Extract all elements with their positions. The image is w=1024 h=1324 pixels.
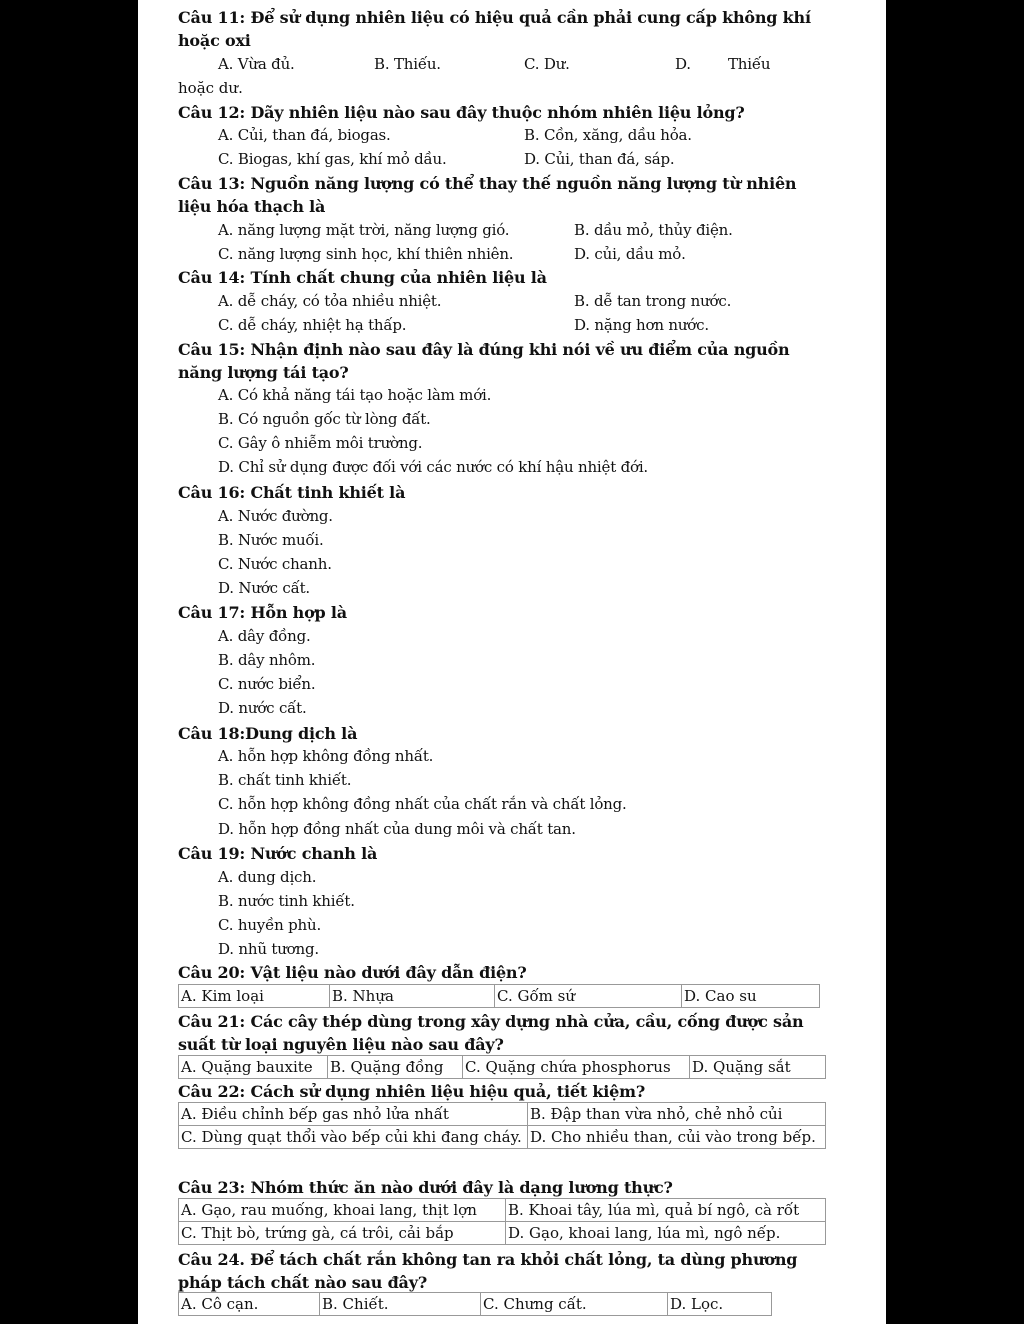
- q20-option-a: A. Kim loại: [179, 985, 330, 1008]
- q11-option-a: A. Vừa đủ.: [218, 55, 295, 73]
- q18-option-a: A. hỗn hợp không đồng nhất.: [218, 747, 434, 765]
- q15-option-b: B. Có nguồn gốc từ lòng đất.: [218, 410, 431, 428]
- q20-option-d: D. Cao su: [682, 985, 820, 1008]
- q23-answer-table: [178, 1198, 826, 1245]
- question-22: Câu 22: Cách sử dụng nhiên liệu hiệu quả, tiết kiệm?: [178, 1082, 646, 1101]
- question-12: Câu 12: Dãy nhiên liệu nào sau đây thuộc nhóm nhiên liệu lỏng?: [178, 103, 745, 122]
- q21-option-b: B. Quặng đồng: [328, 1056, 463, 1079]
- question-19: Câu 19: Nước chanh là: [178, 844, 378, 863]
- q18-option-b: B. chất tinh khiết.: [218, 771, 352, 789]
- document-page: [138, 0, 886, 1324]
- q15-option-c: C. Gây ô nhiễm môi trường.: [218, 434, 423, 452]
- q15-option-a: A. Có khả năng tái tạo hoặc làm mới.: [218, 386, 492, 404]
- q14-option-a: A. dễ cháy, có tỏa nhiều nhiệt.: [218, 292, 442, 310]
- q17-option-c: C. nước biển.: [218, 675, 316, 693]
- q21-option-c: C. Quặng chứa phosphorus: [463, 1056, 690, 1079]
- question-21: Câu 21: Các cây thép dùng trong xây dựng nhà cửa, cầu, cống được sản suất từ loại nguyên liệu nào sau đây?: [178, 1012, 804, 1054]
- q17-option-d: D. nước cất.: [218, 699, 307, 717]
- q22-option-d: D. Cho nhiều than, củi vào trong bếp.: [528, 1126, 826, 1149]
- q13-option-c: C. năng lượng sinh học, khí thiên nhiên.: [218, 245, 514, 263]
- q16-option-b: B. Nước muối.: [218, 531, 324, 549]
- q17-option-a: A. dây đồng.: [218, 627, 311, 645]
- q22-option-c: C. Dùng quạt thổi vào bếp củi khi đang cháy.: [179, 1126, 528, 1149]
- question-24: Câu 24. Để tách chất rắn không tan ra khỏi chất lỏng, ta dùng phương pháp tách chất nào sau đây?: [178, 1250, 798, 1292]
- q11-option-d-text: Thiếu: [728, 55, 771, 73]
- q12-option-d: D. Củi, than đá, sáp.: [524, 150, 675, 168]
- question-16: Câu 16: Chất tinh khiết là: [178, 483, 406, 502]
- q24-option-c: C. Chưng cất.: [481, 1293, 668, 1316]
- q12-option-c: C. Biogas, khí gas, khí mỏ dầu.: [218, 150, 447, 168]
- q18-option-d: D. hỗn hợp đồng nhất của dung môi và chất tan.: [218, 820, 576, 838]
- q14-option-b: B. dễ tan trong nước.: [574, 292, 732, 310]
- q14-option-d: D. nặng hơn nước.: [574, 316, 709, 334]
- q24-answer-table: [178, 1292, 772, 1316]
- q23-option-b: B. Khoai tây, lúa mì, quả bí ngô, cà rốt: [506, 1199, 826, 1222]
- q13-option-b: B. dầu mỏ, thủy điện.: [574, 221, 733, 239]
- q19-option-b: B. nước tinh khiết.: [218, 892, 355, 910]
- q22-option-a: A. Điều chỉnh bếp gas nhỏ lửa nhất: [179, 1103, 528, 1126]
- q17-option-b: B. dây nhôm.: [218, 651, 316, 669]
- q21-option-d: D. Quặng sắt: [690, 1056, 826, 1079]
- q23-option-d: D. Gạo, khoai lang, lúa mì, ngô nếp.: [506, 1222, 826, 1245]
- q19-option-d: D. nhũ tương.: [218, 940, 319, 958]
- question-23: Câu 23: Nhóm thức ăn nào dưới đây là dạng lương thực?: [178, 1178, 673, 1197]
- q22-option-b: B. Đập than vừa nhỏ, chẻ nhỏ củi: [528, 1103, 826, 1126]
- q11-option-b: B. Thiếu.: [374, 55, 441, 73]
- question-17: Câu 17: Hỗn hợp là: [178, 603, 347, 622]
- question-18: Câu 18:Dung dịch là: [178, 724, 358, 743]
- q23-option-a: A. Gạo, rau muống, khoai lang, thịt lợn: [179, 1199, 506, 1222]
- q19-option-c: C. huyền phù.: [218, 916, 322, 934]
- q21-answer-table: [178, 1055, 826, 1079]
- q14-option-c: C. dễ cháy, nhiệt hạ thấp.: [218, 316, 407, 334]
- q20-option-b: B. Nhựa: [330, 985, 495, 1008]
- q15-option-d: D. Chỉ sử dụng được đối với các nước có khí hậu nhiệt đới.: [218, 458, 648, 476]
- q20-answer-table: [178, 984, 820, 1008]
- q13-option-d: D. củi, dầu mỏ.: [574, 245, 686, 263]
- q24-option-a: A. Cô cạn.: [179, 1293, 320, 1316]
- q19-option-a: A. dung dịch.: [218, 868, 317, 886]
- question-13: Câu 13: Nguồn năng lượng có thể thay thế nguồn năng lượng từ nhiên liệu hóa thạch là: [178, 174, 797, 216]
- q16-option-a: A. Nước đường.: [218, 507, 333, 525]
- question-20: Câu 20: Vật liệu nào dưới đây dẫn điện?: [178, 963, 527, 982]
- question-14: Câu 14: Tính chất chung của nhiên liệu là: [178, 268, 547, 287]
- q24-option-d: D. Lọc.: [668, 1293, 772, 1316]
- question-15: Câu 15: Nhận định nào sau đây là đúng khi nói về ưu điểm của nguồn năng lượng tái tạo?: [178, 340, 790, 382]
- q23-option-c: C. Thịt bò, trứng gà, cá trôi, cải bắp: [179, 1222, 506, 1245]
- q11-option-c: C. Dư.: [524, 55, 570, 73]
- q11-option-d-continued: hoặc dư.: [178, 79, 243, 97]
- question-11: Câu 11: Để sử dụng nhiên liệu có hiệu quả cần phải cung cấp không khí hoặc oxi: [178, 8, 811, 50]
- q21-option-a: A. Quặng bauxite: [179, 1056, 328, 1079]
- q11-option-d: D.: [675, 55, 691, 73]
- q18-option-c: C. hỗn hợp không đồng nhất của chất rắn và chất lỏng.: [218, 795, 627, 813]
- q20-option-c: C. Gốm sứ: [495, 985, 682, 1008]
- q22-answer-table: [178, 1102, 826, 1149]
- q24-option-b: B. Chiết.: [320, 1293, 481, 1316]
- q12-option-a: A. Củi, than đá, biogas.: [218, 126, 391, 144]
- q13-option-a: A. năng lượng mặt trời, năng lượng gió.: [218, 221, 510, 239]
- q16-option-c: C. Nước chanh.: [218, 555, 332, 573]
- q16-option-d: D. Nước cất.: [218, 579, 311, 597]
- q12-option-b: B. Cồn, xăng, dầu hỏa.: [524, 126, 692, 144]
